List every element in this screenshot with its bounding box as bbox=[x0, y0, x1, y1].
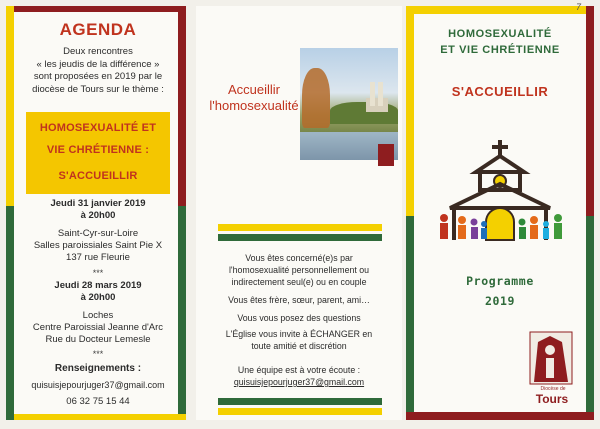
border-left-yellow bbox=[406, 6, 414, 216]
paragraph bbox=[208, 328, 390, 352]
event1-date: Jeudi 31 janvier 2019 bbox=[50, 198, 146, 209]
paragraph bbox=[208, 312, 390, 324]
team-line: Une équipe est à votre écoute : bbox=[237, 365, 361, 375]
cover-subtitle: S'ACCUEILLIR bbox=[451, 84, 549, 99]
intro-line: diocèse de Tours sur le thème : bbox=[32, 83, 164, 95]
event1-place: Saint-Cyr-sur-Loire bbox=[57, 228, 139, 239]
text-line: Vous êtes concerné(e)s par bbox=[245, 253, 353, 263]
border-bottom bbox=[14, 414, 186, 420]
agenda-panel bbox=[6, 6, 186, 420]
middle-panel bbox=[196, 6, 402, 420]
tree-shape bbox=[302, 68, 330, 128]
border-right-green bbox=[178, 206, 186, 420]
paragraph bbox=[208, 252, 390, 288]
stripe-yellow bbox=[218, 408, 382, 415]
intro-line: « les jeudis de la différence » bbox=[36, 58, 160, 70]
intro-line: Deux rencontres bbox=[63, 46, 133, 57]
paragraph bbox=[208, 294, 390, 306]
event1-venue: Salles paroissiales Saint Pie X bbox=[33, 240, 163, 251]
middle-title bbox=[204, 82, 304, 114]
contact-email[interactable]: quisuisjepourjuger37@gmail.com bbox=[31, 380, 165, 390]
theme-box bbox=[26, 112, 170, 194]
stripe-green bbox=[218, 234, 382, 241]
border-left-green bbox=[6, 206, 14, 420]
text-line: L'Église vous invite à ÉCHANGER en bbox=[225, 329, 373, 339]
cover-panel bbox=[406, 6, 594, 420]
diocese-small-text: Diocèse de bbox=[540, 386, 566, 392]
cover-heading-line: ET VIE CHRÉTIENNE bbox=[440, 44, 560, 56]
separator: *** bbox=[92, 349, 104, 359]
border-right-red bbox=[586, 6, 594, 216]
contact-heading: Renseignements : bbox=[54, 363, 142, 374]
intro-line: sont proposées en 2019 par le bbox=[33, 71, 163, 82]
title-line: l'homosexualité bbox=[209, 98, 299, 113]
stripe-green bbox=[218, 398, 382, 405]
border-right-red bbox=[178, 6, 186, 206]
stripe-yellow bbox=[218, 224, 382, 231]
border-left-green bbox=[406, 216, 414, 420]
text-line: indirectement seul(e) ou en couple bbox=[231, 277, 367, 287]
border-right-green bbox=[586, 216, 594, 420]
border-bottom bbox=[406, 412, 594, 420]
border-top bbox=[6, 6, 178, 12]
contact-phone[interactable]: 06 32 75 15 44 bbox=[66, 396, 130, 407]
program-year: 2019 bbox=[484, 294, 516, 308]
theme-line: HOMOSEXUALITÉ ET bbox=[39, 122, 157, 134]
cathedral-tower bbox=[370, 82, 375, 106]
text-line: Vous vous posez des questions bbox=[237, 313, 361, 323]
page-number: 7 bbox=[576, 2, 582, 12]
event2-place: Loches bbox=[82, 310, 114, 321]
event2-date: Jeudi 28 mars 2019 bbox=[54, 280, 142, 291]
border-top bbox=[406, 6, 594, 14]
diocese-mini-logo bbox=[378, 144, 394, 166]
border-left-yellow bbox=[6, 6, 14, 206]
diocese-tours-text: Tours bbox=[535, 392, 569, 406]
text-line: Vous êtes frère, sœur, parent, ami… bbox=[228, 295, 370, 305]
event1-time: à 20h00 bbox=[80, 210, 116, 221]
title-line: Accueillir bbox=[227, 82, 280, 97]
text-line: toute amitié et discrétion bbox=[251, 341, 347, 351]
event2-venue: Centre Paroissial Jeanne d'Arc bbox=[32, 322, 164, 333]
program-label: Programme bbox=[466, 274, 534, 288]
separator: *** bbox=[92, 268, 104, 278]
event2-time: à 20h00 bbox=[80, 292, 116, 303]
agenda-intro bbox=[20, 46, 176, 96]
agenda-title: AGENDA bbox=[59, 20, 137, 39]
theme-line: S'ACCUEILLIR bbox=[58, 170, 138, 182]
cathedral-tower bbox=[378, 82, 383, 106]
team-email[interactable]: quisuisjepourjuger37@gmail.com bbox=[233, 377, 365, 387]
church-family-illustration bbox=[436, 138, 566, 250]
event1-address: 137 rue Fleurie bbox=[66, 252, 130, 263]
text-line: l'homosexualité personnellement ou bbox=[228, 265, 370, 275]
cover-heading-line: HOMOSEXUALITÉ bbox=[448, 28, 552, 40]
event2-address: Rue du Docteur Lemesle bbox=[45, 334, 151, 345]
theme-line: VIE CHRÉTIENNE : bbox=[46, 144, 150, 156]
